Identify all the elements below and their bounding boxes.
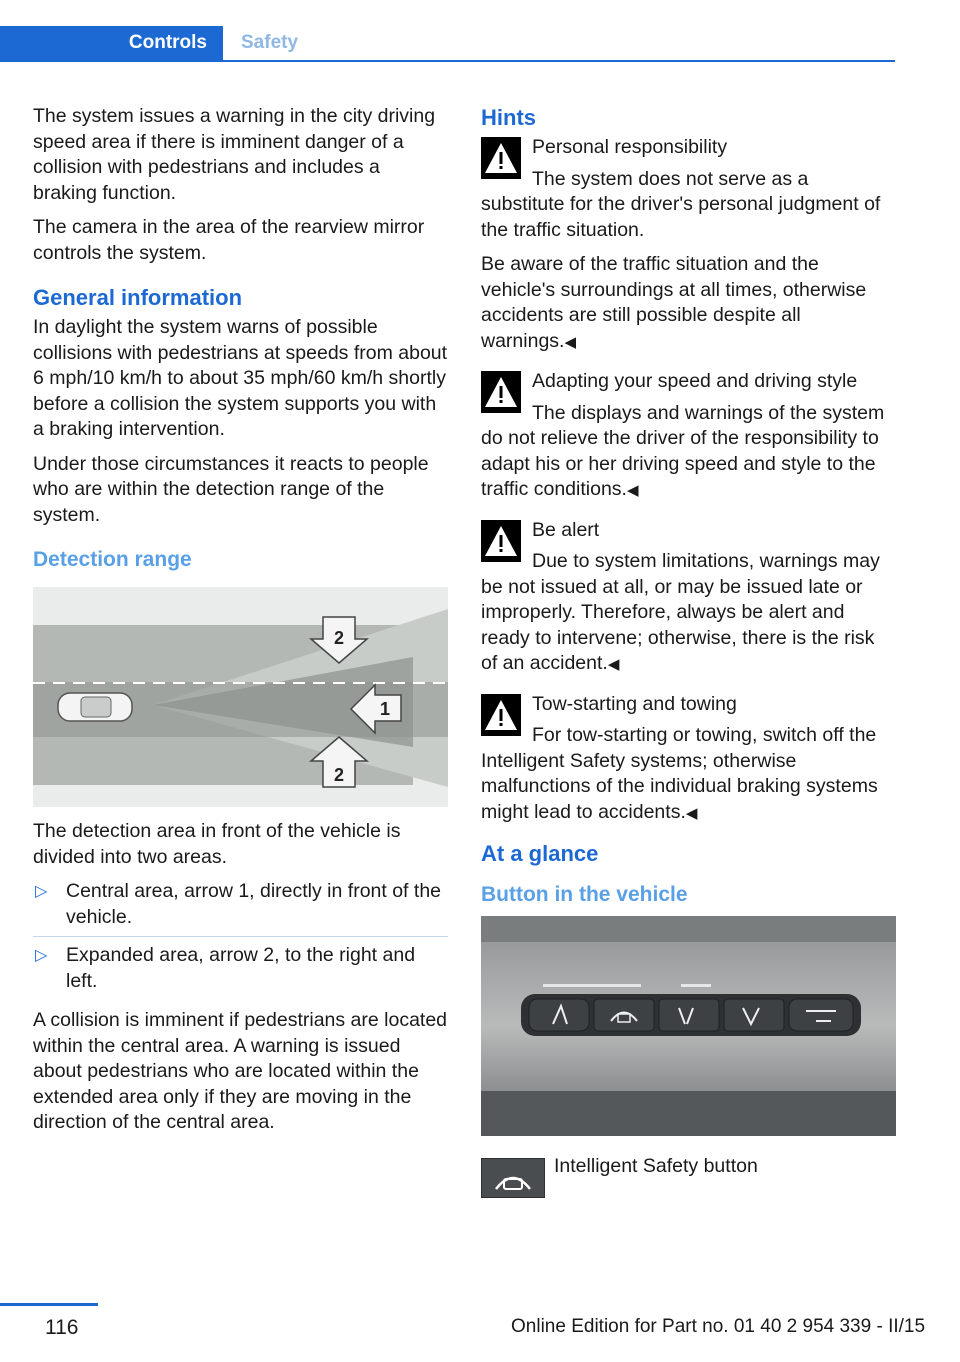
hint-title: Tow-starting and towing xyxy=(532,692,737,715)
hint-title: Personal responsibility xyxy=(532,136,728,158)
hint-personal-responsibility xyxy=(481,135,896,355)
detection-area-list xyxy=(33,879,448,1000)
warning-icon xyxy=(481,694,521,736)
header-tabs xyxy=(0,0,895,62)
car-icon xyxy=(58,693,132,721)
hint-text: For tow-starting or towing, switch off the Intelligent Safety systems; otherwise malfunctions of the individual braking systems might lead to accidents.◀ xyxy=(481,724,878,823)
hint-adapting-speed xyxy=(481,369,896,504)
tab-safety[interactable]: Safety xyxy=(241,32,299,53)
hint-text: Be aware of the traffic situation and the vehicle's surroundings at all times, otherwise accidents are still possible despite all warnings.◀ xyxy=(481,253,867,352)
warning-icon xyxy=(481,137,521,179)
end-mark-icon: ◀ xyxy=(564,333,577,351)
warning-icon xyxy=(481,520,521,562)
arrow-2-top-label: 2 xyxy=(333,628,345,648)
hint-text: The system does not serve as a substitute for the driver's personal judgment of the traffic situation. xyxy=(481,167,881,241)
general-information-heading: General information xyxy=(33,285,243,310)
detection-range-diagram xyxy=(33,587,448,807)
hint-text: Due to system limitations, warnings may be not issued at all, or may be issued late or improperly. Therefore, always be alert and ready to intervene; otherwise, there is the risk of an accident.◀ xyxy=(481,550,880,674)
end-mark-icon: ◀ xyxy=(685,804,698,822)
hint-text: The displays and warnings of the system do not relieve the driver of the responsibility to adapt his or her driving speed and style to the traffic conditions.◀ xyxy=(481,401,885,500)
hint-be-alert xyxy=(481,518,896,678)
triangle-bullet-icon: ▷ xyxy=(35,947,48,964)
list-item: ▷ Central area, arrow 1, directly in front of the vehicle. xyxy=(33,879,448,937)
hint-title: Adapting your speed and driving style xyxy=(532,370,858,392)
right-column xyxy=(481,104,896,1202)
triangle-bullet-icon: ▷ xyxy=(35,883,48,900)
edition-text: Online Edition for Part no. 01 40 2 954 339 - II/15 xyxy=(511,1316,926,1337)
button-panel-photo xyxy=(481,916,896,1136)
list-item: ▷ Expanded area, arrow 2, to the right and left. xyxy=(35,944,416,992)
button-legend xyxy=(481,1155,896,1202)
general-paragraph-1: In daylight the system warns of possible collisions with pedestrians at speeds from about 6 mph/10 km/h to about 35 mph/60 km/h shortly before a collision the system supports you with a braking intervention. xyxy=(33,316,448,440)
page-number: 116 xyxy=(45,1316,79,1339)
left-column xyxy=(33,104,448,1145)
arrow-2-bottom-label: 2 xyxy=(333,765,345,785)
detection-paragraph: The detection area in front of the vehicle is divided into two areas. xyxy=(33,820,401,868)
warning-icon xyxy=(481,371,521,413)
arrow-1-label: 1 xyxy=(379,699,391,719)
hint-tow-starting xyxy=(481,692,896,827)
general-paragraph-2: Under those circumstances it reacts to people who are within the detection range of the system. xyxy=(33,452,429,526)
intelligent-safety-button-icon xyxy=(481,1158,545,1198)
end-mark-icon: ◀ xyxy=(607,656,620,673)
footer-divider xyxy=(0,1303,98,1306)
button-panel-image xyxy=(481,916,896,1136)
tab-controls[interactable]: Controls xyxy=(0,26,223,60)
header-divider xyxy=(0,60,895,62)
at-a-glance-heading: At a glance xyxy=(481,841,599,866)
detection-range-figure xyxy=(33,587,448,807)
button-legend-label: Intelligent Safety button xyxy=(554,1155,758,1177)
end-mark-icon: ◀ xyxy=(626,482,639,499)
hint-title: Be alert xyxy=(532,518,600,541)
button-in-vehicle-heading: Button in the vehicle xyxy=(481,883,688,906)
hints-heading: Hints xyxy=(481,105,536,130)
collision-paragraph: A collision is imminent if pedestrians are located within the central area. A warning is issued about pedestrians who are located within the extended area only if they are moving in the direction of the central area. xyxy=(33,1009,448,1133)
intro-paragraph-2: The camera in the area of the rearview mirror controls the system. xyxy=(33,216,425,264)
detection-range-heading: Detection range xyxy=(33,548,192,571)
intro-paragraph-1: The system issues a warning in the city driving speed area if there is imminent danger of a collision with pedestrians and includes a braking function. xyxy=(33,105,436,204)
